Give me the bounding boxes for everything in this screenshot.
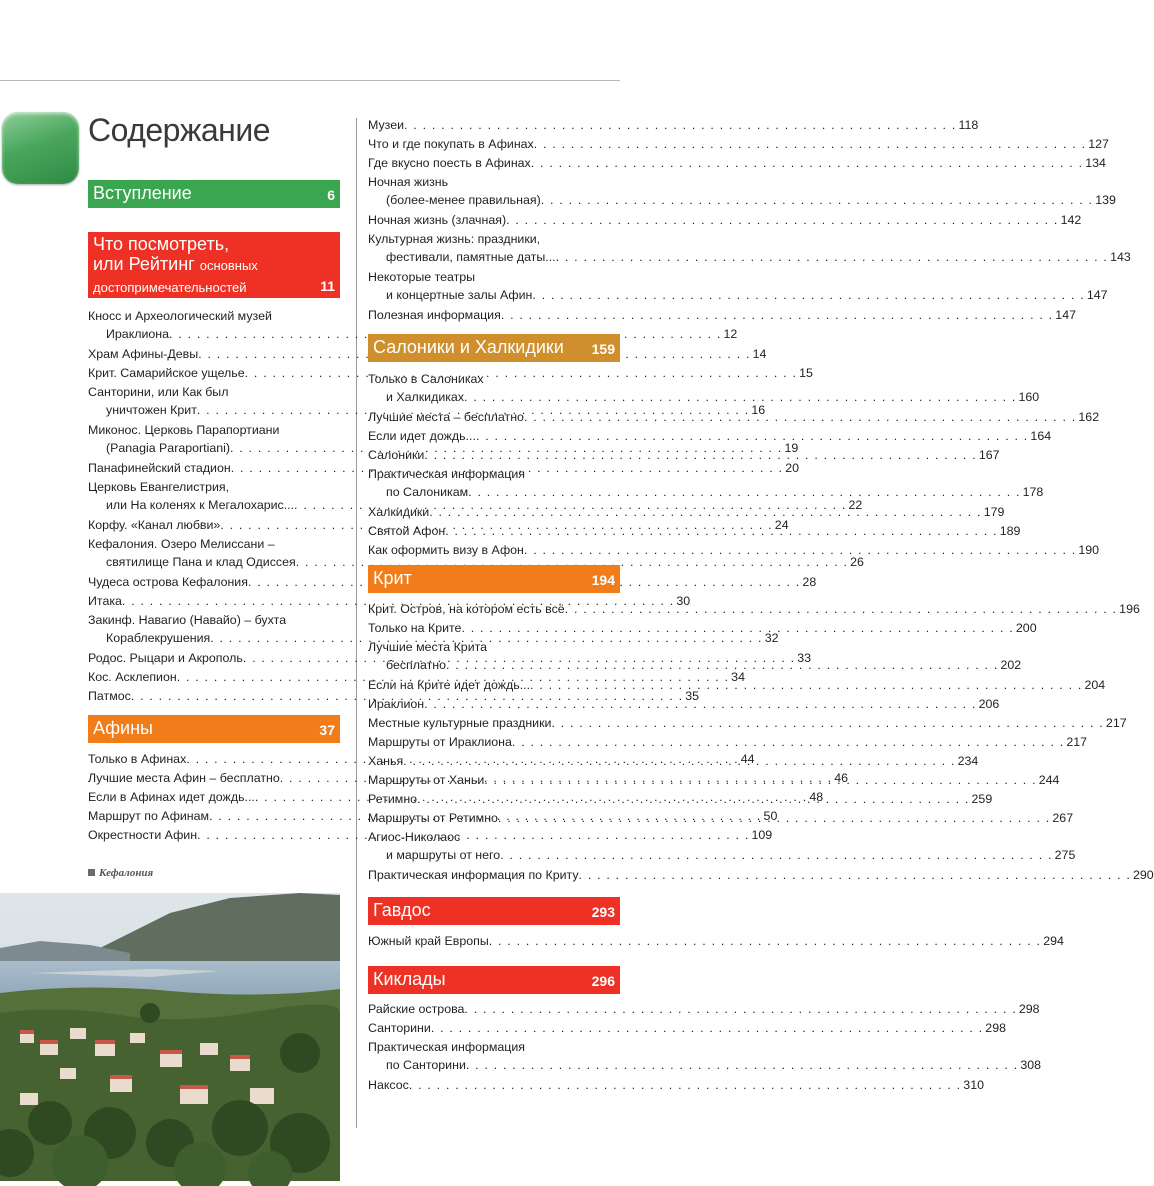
toc-entry-title: Что и где покупать в Афинах [368, 137, 534, 151]
toc-entry-title: Храм Афины-Девы [88, 347, 199, 361]
toc-entry-title: и концертные залы Афин [386, 288, 533, 302]
toc-entry-title: бесплатно [386, 658, 447, 672]
toc-entry[interactable] [368, 408, 1100, 426]
section-page: 293 [591, 904, 615, 920]
toc-entry-page: 206 [978, 697, 1000, 711]
section-header-intro[interactable] [88, 180, 340, 208]
dot-leader [445, 522, 997, 540]
dot-leader [429, 503, 981, 521]
toc-entry-page: 310 [963, 1078, 984, 1092]
toc-entry-title: Кефалония. Озеро Мелиссани – [88, 537, 275, 551]
dot-leader [461, 619, 1013, 637]
dot-leader [464, 388, 1016, 406]
dot-leader [498, 809, 1050, 827]
toc-entry[interactable] [368, 932, 1064, 950]
toc-entry-title: Маршрут по Афинам [88, 809, 210, 823]
toc-entry-title: Ретимно [368, 792, 418, 806]
toc-entry-page: 127 [1088, 137, 1109, 151]
kefalonia-photo [0, 893, 340, 1181]
toc-entry-title: святилище Пана и клад Одиссея [106, 555, 296, 569]
page-title: Содержание [88, 112, 271, 148]
toc-entry-title: Чудеса острова Кефалония [88, 575, 248, 589]
toc-entry-page: 19 [784, 441, 799, 455]
toc-entry-title: Халкидики [368, 505, 430, 519]
dot-leader [468, 483, 1020, 501]
dot-leader [476, 427, 1028, 445]
photo-caption: Кефалония [88, 867, 153, 879]
toc-entry-title: Практическая информация [368, 1040, 526, 1054]
toc-entry[interactable] [368, 733, 1088, 751]
toc-entry-title: Если на Крите идет дождь... [368, 678, 531, 692]
dot-leader [404, 116, 956, 134]
toc-entry-page: 259 [971, 792, 993, 806]
section-title-line1: Что посмотреть, [93, 234, 230, 254]
section-title-line2: или Рейтинг [93, 254, 195, 274]
toc-entry-page: 142 [1060, 213, 1082, 227]
toc-entry-page: 298 [985, 1021, 1006, 1035]
toc-entry-page: 179 [983, 505, 1005, 519]
toc-entry-page: 26 [850, 555, 864, 569]
toc-entry[interactable] [368, 116, 979, 134]
toc-entry-title: Как оформить визу в Афон [368, 543, 524, 557]
dot-leader [541, 191, 1093, 209]
section-title: Вступление [93, 183, 192, 203]
green-section-tab [2, 112, 79, 184]
toc-entry-page: 204 [1084, 678, 1106, 692]
toc-entry[interactable] [368, 427, 1052, 445]
section-header-thessaloniki[interactable] [368, 334, 620, 362]
dot-leader [409, 1076, 961, 1094]
toc-entry[interactable] [368, 1076, 984, 1094]
toc-entry-title: Итака [88, 594, 122, 608]
toc-entry-page: 16 [751, 403, 766, 417]
toc-entry-page: 147 [1086, 288, 1108, 302]
toc-entry-title: Полезная информация [368, 308, 501, 322]
dot-leader [424, 446, 976, 464]
toc-entry-page: 244 [1038, 773, 1060, 787]
toc-entry-page: 162 [1078, 410, 1100, 424]
toc-entry-page: 33 [797, 651, 812, 665]
toc-entry-page: 34 [731, 670, 745, 684]
toc-entry-title: Ираклион [368, 697, 425, 711]
toc-entry-page: 298 [1018, 1002, 1040, 1016]
toc-entry-title: (более-менее правильная) [386, 193, 541, 207]
dot-leader [532, 286, 1084, 304]
toc-entry-page: 28 [802, 575, 817, 589]
toc-entry-title: Кос. Асклепион [88, 670, 177, 684]
toc-entry-page: 308 [1020, 1058, 1042, 1072]
dot-leader [524, 408, 1076, 426]
toc-entry-title: Некоторые театры [368, 270, 476, 284]
landscape-illustration [0, 893, 340, 1181]
toc-entry-page: 30 [676, 594, 691, 608]
dot-leader [556, 248, 1108, 266]
toc-entry-title: Миконос. Церковь Парапортиани [88, 423, 280, 437]
toc-entry-title: Маршруты от Ретимно [368, 811, 498, 825]
toc-entry-page: 139 [1095, 193, 1116, 207]
toc-entry-page: 178 [1022, 485, 1044, 499]
section-page: 296 [591, 973, 615, 989]
section-header-athens[interactable] [88, 715, 340, 743]
toc-entry-title: по Санторини [386, 1058, 466, 1072]
toc-entry-title: Церковь Евангелистрия, [88, 480, 230, 494]
toc-entry-title: или На коленях к Мегалохарис... [106, 498, 295, 512]
section-header-sights[interactable] [88, 232, 340, 298]
toc-entry-title: Райские острова [368, 1002, 465, 1016]
section-title: Гавдос [373, 900, 431, 920]
toc-entry-page: 44 [740, 752, 755, 766]
toc-entry[interactable] [368, 230, 1131, 266]
toc-entry-title: Практическая информация [368, 467, 526, 481]
dot-leader [524, 541, 1076, 559]
dot-leader [466, 1056, 1018, 1074]
toc-entry-title: Лучшие места Афин – бесплатно [88, 771, 280, 785]
toc-entry-page: 35 [685, 689, 700, 703]
toc-entry-page: 164 [1030, 429, 1052, 443]
toc-entry-page: 15 [799, 366, 813, 380]
toc-entry-title: Ночная жизнь (злачная) [368, 213, 507, 227]
dot-leader [417, 790, 969, 808]
toc-entry-title: Агиос-Николаос [368, 830, 461, 844]
toc-entry-page: 134 [1085, 156, 1106, 170]
toc-entry-title: Если идет дождь... [368, 429, 476, 443]
dot-leader [424, 695, 976, 713]
top-rule [0, 80, 620, 81]
dot-leader [446, 656, 998, 674]
toc-entry-title: Практическая информация по Криту [368, 868, 579, 882]
dot-leader [501, 306, 1053, 324]
toc-entry-page: 294 [1043, 934, 1064, 948]
section-page: 159 [591, 341, 615, 357]
dot-leader [464, 1000, 1016, 1018]
toc-entry-page: 32 [764, 631, 779, 645]
caption-square-icon [88, 869, 95, 876]
toc-entry-page: 275 [1054, 848, 1076, 862]
section-page: 194 [591, 572, 615, 588]
toc-entry-title: Музеи [368, 118, 405, 132]
section-title: Киклады [373, 969, 446, 989]
toc-entry-page: 290 [1133, 868, 1154, 882]
toc-entry-title: Лучшие места – бесплатно [368, 410, 524, 424]
toc-entry-title: Кораблекрушения [106, 631, 211, 645]
toc-entry-page: 234 [957, 754, 979, 768]
toc-entry-title: Ханья [368, 754, 404, 768]
toc-entry[interactable] [368, 1019, 1006, 1037]
dot-leader [565, 600, 1117, 618]
toc-entry-page: 20 [785, 461, 799, 475]
toc-entry-page: 22 [848, 498, 863, 512]
toc-entry[interactable] [368, 268, 1108, 304]
section-page: 37 [319, 722, 335, 738]
toc-entry-page: 24 [774, 518, 789, 532]
toc-entry-page: 160 [1018, 390, 1040, 404]
toc-entry-page: 147 [1055, 308, 1076, 322]
section-header-cyclades[interactable] [368, 966, 620, 994]
toc-entry[interactable] [368, 1038, 1042, 1074]
toc-entry-page: 50 [763, 809, 778, 823]
toc-entry[interactable] [368, 714, 1127, 732]
toc-entry-title: Кносс и Археологический музей [88, 309, 272, 323]
toc-entry-page: 217 [1105, 716, 1127, 730]
dot-leader [431, 1019, 983, 1037]
toc-entry-title: Лучшие места Крита [368, 640, 488, 654]
dot-leader [512, 733, 1064, 751]
toc-entry[interactable] [368, 211, 1082, 229]
toc-entry-page: 267 [1052, 811, 1074, 825]
toc-entry-page: 46 [834, 771, 849, 785]
section-title-line2-small: основных [199, 258, 258, 273]
toc-entry-title: Местные культурные праздники [368, 716, 552, 730]
dot-leader [489, 932, 1041, 950]
section-title: Афины [93, 718, 153, 738]
toc-entry-page: 217 [1066, 735, 1088, 749]
dot-leader [534, 135, 1086, 153]
toc-entry-title: Только в Салониках [368, 372, 484, 386]
toc-entry-title: Святой Афон [368, 524, 446, 538]
dot-leader [484, 771, 1036, 789]
dot-leader [500, 846, 1052, 864]
toc-entry-title: Только в Афинах [88, 752, 187, 766]
toc-entry[interactable] [368, 135, 1109, 153]
toc-entry-title: Окрестности Афин [88, 828, 198, 842]
toc-entry-page: 12 [723, 327, 738, 341]
section-header-crete[interactable] [368, 565, 620, 593]
toc-entry-page: 167 [978, 448, 1000, 462]
toc-entry[interactable] [368, 866, 1154, 884]
toc-entry-page: 202 [1000, 658, 1022, 672]
dot-leader [403, 752, 955, 770]
toc-entry-title: по Салоникам [386, 485, 469, 499]
dot-leader [531, 154, 1083, 172]
toc-entry[interactable] [368, 173, 1116, 209]
toc-entry-title: Санторини, или Как был [88, 385, 229, 399]
toc-entry-title: Крит. Остров, на котором есть всё [368, 602, 565, 616]
toc-entry-title: фестивали, памятные даты... [386, 250, 556, 264]
toc-entry-title: (Panagia Paraportiani) [106, 441, 230, 455]
dot-leader [506, 211, 1058, 229]
toc-entry-title: Маршруты от Ираклиона [368, 735, 512, 749]
toc-entry-title: Родос. Рыцари и Акрополь [88, 651, 243, 665]
section-title-line3: достопримечательностей [93, 280, 247, 295]
toc-entry-title: Где вкусно поесть в Афинах [368, 156, 531, 170]
toc-entry-page: 109 [751, 828, 773, 842]
toc-entry-page: 190 [1078, 543, 1100, 557]
dot-leader [530, 676, 1082, 694]
section-header-gavdos[interactable] [368, 897, 620, 925]
toc-entry-title: Южный край Европы [368, 934, 489, 948]
section-title: Крит [373, 568, 412, 588]
toc-entry-title: и Халкидиках [386, 390, 465, 404]
toc-entry[interactable] [368, 154, 1106, 172]
toc-entry-title: Санторини [368, 1021, 431, 1035]
toc-entry[interactable] [368, 541, 1100, 559]
section-page: 11 [320, 278, 335, 294]
section-title: Салоники и Халкидики [373, 337, 564, 357]
toc-entry-title: Патмос [88, 689, 131, 703]
toc-entry-title: Закинф. Навагио (Навайо) – бухта [88, 613, 287, 627]
toc-entry-page: 118 [958, 118, 979, 132]
toc-entry[interactable] [368, 306, 1076, 324]
toc-entry-page: 196 [1119, 602, 1140, 616]
toc-entry-page: 189 [999, 524, 1021, 538]
toc-entry-title: Салоники [368, 448, 425, 462]
toc-entry-page: 48 [809, 790, 824, 804]
toc-entry-title: Культурная жизнь: праздники, [368, 232, 541, 246]
toc-entry[interactable] [368, 1000, 1040, 1018]
toc-entry-title: Ночная жизнь [368, 175, 449, 189]
toc-entry-title: и маршруты от него [386, 848, 501, 862]
dot-leader [551, 714, 1103, 732]
dot-leader [579, 866, 1131, 884]
toc-entry-title: Ираклиона [106, 327, 170, 341]
toc-entry-page: 14 [752, 347, 767, 361]
section-page: 6 [327, 187, 335, 203]
toc-entry-page: 143 [1110, 250, 1131, 264]
toc-entry-title: Если в Афинах идет дождь... [88, 790, 255, 804]
toc-entry-title: Крит. Самарийское ущелье [88, 366, 245, 380]
toc-entry-title: Панафинейский стадион [88, 461, 231, 475]
toc-entry-title: уничтожен Крит [106, 403, 197, 417]
toc-entry-title: Наксос [368, 1078, 409, 1092]
toc-entry-title: Только на Крите [368, 621, 462, 635]
column-divider [356, 118, 357, 1128]
toc-entry-page: 200 [1015, 621, 1037, 635]
toc-entry-title: Корфу. «Канал любви» [88, 518, 221, 532]
toc-entry-title: Маршруты от Ханьи [368, 773, 485, 787]
toc-entry[interactable] [368, 619, 1037, 637]
